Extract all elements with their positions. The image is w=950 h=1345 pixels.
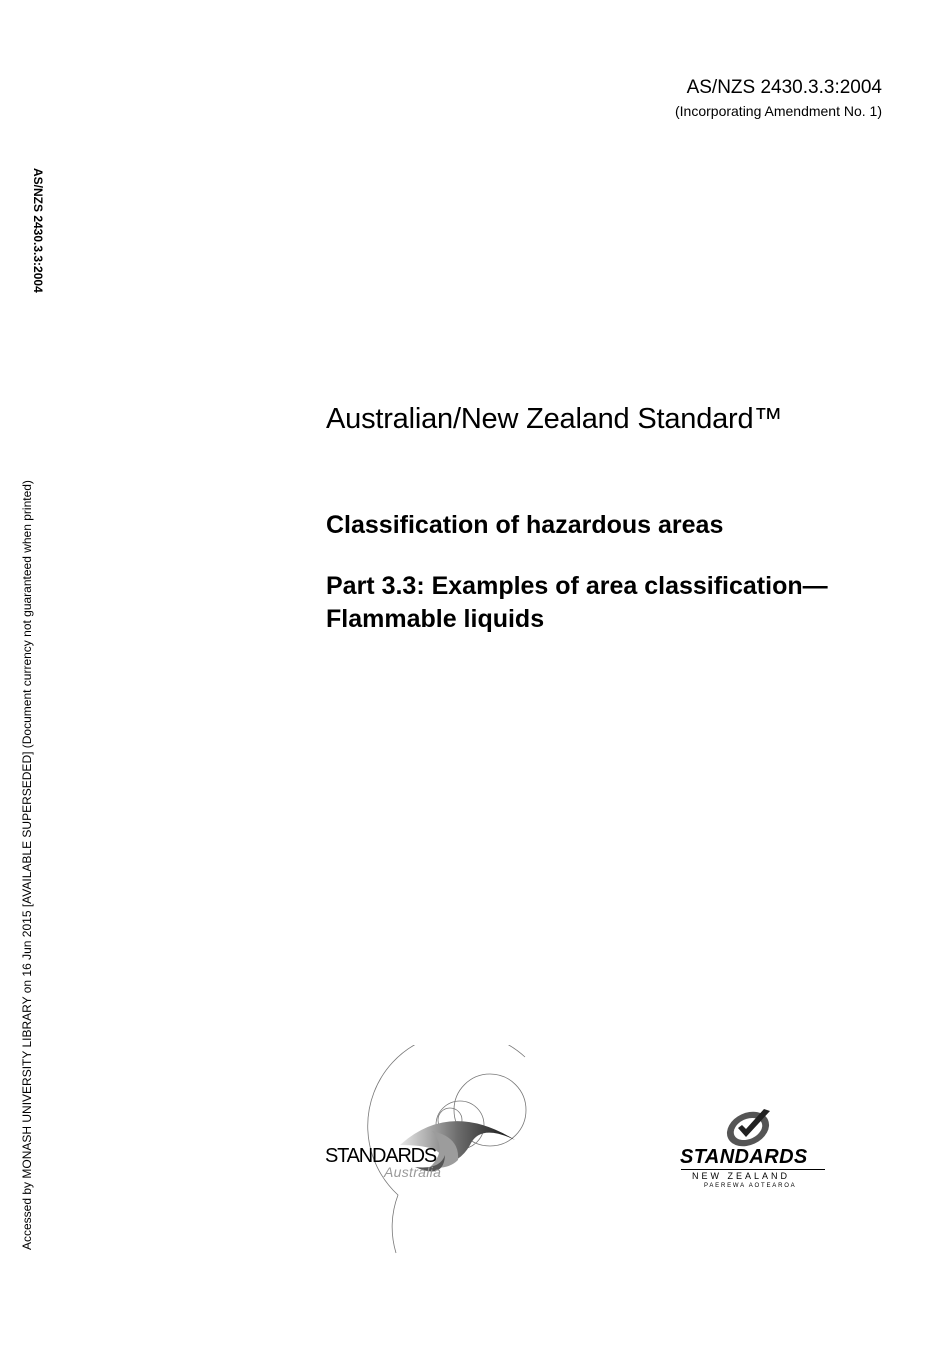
nz-subtitle: NEW ZEALAND bbox=[692, 1171, 791, 1181]
nz-wordmark: STANDARDS bbox=[680, 1146, 808, 1168]
spine-standard-number: AS/NZS 2430.3.3:2004 bbox=[31, 168, 45, 293]
sa-subtitle: Australia bbox=[384, 1164, 442, 1180]
nz-divider bbox=[681, 1169, 825, 1170]
nz-maori-subtitle: PAEREWA AOTEAROA bbox=[704, 1183, 797, 1189]
amendment-note: (Incorporating Amendment No. 1) bbox=[675, 103, 882, 119]
access-note: Accessed by MONASH UNIVERSITY LIBRARY on 16 Jun 2015 [AVAILABLE SUPERSEDED] (Document currency not guaranteed when printed) bbox=[20, 480, 34, 1250]
document-title: Classification of hazardous areas bbox=[326, 511, 724, 539]
part-title: Part 3.3: Examples of area classification—Flammable liquids bbox=[326, 572, 828, 633]
standard-number: AS/NZS 2430.3.3:2004 bbox=[686, 77, 882, 98]
sa-wordmark: STANDARDS bbox=[325, 1145, 437, 1167]
standard-label: Australian/New Zealand Standard™ bbox=[326, 403, 783, 435]
